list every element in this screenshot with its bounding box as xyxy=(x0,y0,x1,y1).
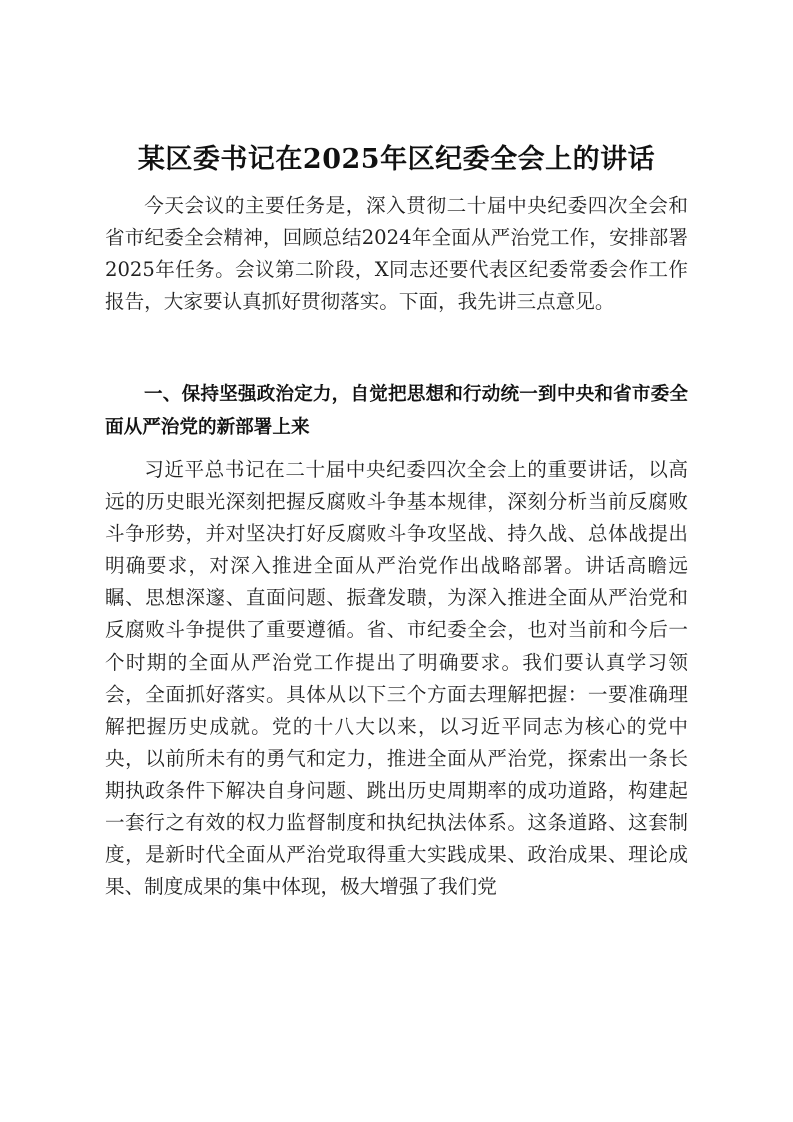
section-heading: 一、保持坚强政治定力，自觉把思想和行动统一到中央和省市委全面从严治党的新部署上来 xyxy=(105,384,688,438)
document-title: 某区委书记在2025年区纪委全会上的讲话 xyxy=(137,144,656,175)
section-paragraph: 习近平总书记在二十届中央纪委四次全会上的重要讲话，以高远的历史眼光深刻把握反腐败斗争基本规律，深刻分析当前反腐败斗争形势，并对坚决打好反腐败斗争攻坚战、持久战、总体战提出明确要求，对深入推进全面从严治党作出战略部署。讲话高瞻远瞩、思想深邃、直面问题、振聋发聩，为深入推进全面从严治党和反腐败斗争提供了重要遵循。省、市纪委全会，也对当前和今后一个时期的全面从严治党工作提出了明确要求。我们要认真学习领会，全面抓好落实。具体从以下三个方面去理解把握：一要准确理解把握历史成就。党的十八大以来，以习近平同志为核心的党中央，以前所未有的勇气和定力，推进全面从严治党，探索出一条长期执政条件下解决自身问题、跳出历史周期率的成功道路，构建起一套行之有效的权力监督制度和执纪执法体系。这条道路、这套制度，是新时代全面从严治党取得重大实践成果、政治成果、理论成果、制度成果的集中体现，极大增强了我们党 xyxy=(105,458,688,899)
intro-paragraph: 今天会议的主要任务是，深入贯彻二十届中央纪委四次全会和省市纪委全会精神，回顾总结2024年全面从严治党工作，安排部署2025年任务。会议第二阶段，X同志还要代表区纪委常委会作工作报告，大家要认真抓好贯彻落实。下面，我先讲三点意见。 xyxy=(105,194,688,314)
